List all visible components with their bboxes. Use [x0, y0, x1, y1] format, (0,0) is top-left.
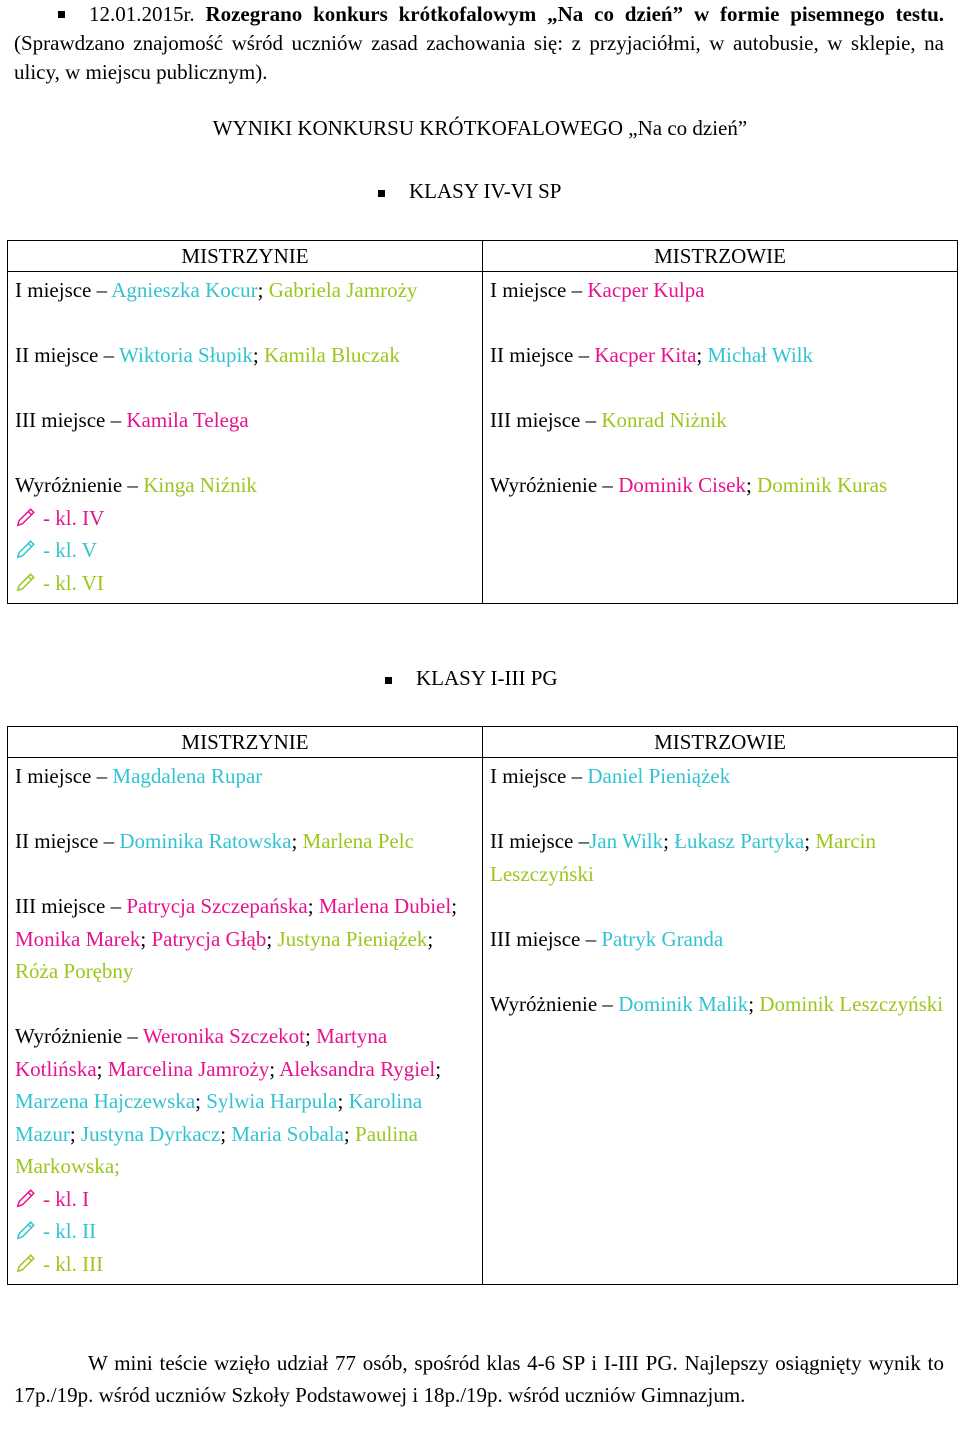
intro-rest: (Sprawdzano znajomość wśród uczniów zasad zachowania się: z przyjaciółmi, w autobusie, w sklepie, na ulicy, w miejscu publicznym). — [14, 31, 944, 84]
winner-name: Gabriela Jamroży — [268, 278, 418, 302]
winner-name: Kamila Telega — [126, 408, 249, 432]
section-heading-pg-label: KLASY I-III PG — [416, 666, 558, 690]
pencil-icon — [15, 1252, 37, 1274]
distinction-girls: Wyróżnienie – Weronika Szczekot; Martyna Kotlińska; Marcelina Jamroży; Aleksandra Rygiel; Marzena Hajczewska; Sylwia Harpula; Karolina Mazur; Justyna Dyrkacz; Maria Sobala; Paulina Markowska; — [15, 1024, 442, 1178]
legend-item: - kl. VI — [15, 567, 476, 600]
page-title: WYNIKI KONKURSU KRÓTKOFALOWEGO „Na co dzień” — [212, 116, 748, 140]
winner-name: Marlena Pelc — [302, 829, 414, 853]
winner-name: Kamila Bluczak — [264, 343, 400, 367]
place-1-girls: I miejsce – Magdalena Rupar — [15, 764, 263, 788]
place-2-boys: II miejsce –Jan Wilk; Łukasz Partyka; Marcin Leszczyński — [490, 829, 877, 886]
girls-cell — [8, 272, 483, 604]
boys-cell — [483, 272, 958, 604]
winner-name: Kacper Kita — [594, 343, 697, 367]
intro-paragraph — [14, 0, 944, 87]
winner-name: Dominika Ratowska — [119, 829, 292, 853]
place-1-girls: I miejsce – Agnieszka Kocur; Gabriela Jamroży — [15, 278, 418, 302]
winner-name: Dominik Malik — [618, 991, 749, 1016]
intro-bold: Rozegrano konkurs krótkofalowym „Na co dzień” w formie pisemnego testu. — [205, 2, 944, 26]
section-heading-sp — [378, 177, 561, 205]
pencil-icon — [15, 538, 37, 560]
summary-paragraph — [14, 1347, 944, 1411]
intro-date: 12.01.2015r. — [89, 2, 195, 26]
winner-name: Dominik Cisek — [618, 473, 746, 497]
place-2-girls: II miejsce – Dominika Ratowska; Marlena Pelc — [15, 829, 414, 853]
distinction-boys: Wyróżnienie – Dominik Cisek; Dominik Kuras — [490, 473, 888, 497]
boys-cell — [483, 758, 958, 1285]
girls-cell — [8, 758, 483, 1285]
header-girls: MISTRZYNIE — [8, 727, 483, 758]
winner-name: Michał Wilk — [707, 343, 814, 367]
section-heading-pg — [385, 664, 558, 692]
place-3-girls: III miejsce – Patrycja Szczepańska; Marlena Dubiel; Monika Marek; Patrycja Głąb; Justyna Pieniążek; Róża Porębny — [15, 894, 458, 983]
winner-name: Dominik Leszczyński — [759, 991, 944, 1016]
pencil-icon — [15, 571, 37, 593]
legend-item: - kl. IV — [15, 502, 476, 535]
place-1-boys: I miejsce – Daniel Pieniążek — [490, 764, 731, 788]
bullet-icon — [58, 11, 65, 18]
place-3-boys: III miejsce – Konrad Niżnik — [490, 408, 727, 432]
header-boys: MISTRZOWIE — [483, 727, 958, 758]
winner-name: Magdalena Rupar — [112, 764, 263, 788]
results-table-sp — [7, 240, 958, 604]
winner-name: Patryk Granda — [601, 926, 724, 951]
pencil-icon — [15, 506, 37, 528]
results-table-pg — [7, 726, 958, 1285]
place-2-girls: II miejsce – Wiktoria Słupik; Kamila Bluczak — [15, 343, 400, 367]
winner-name: Agnieszka Kocur — [111, 278, 258, 302]
place-3-girls: III miejsce – Kamila Telega — [15, 408, 249, 432]
legend-item: - kl. I — [15, 1183, 476, 1216]
winner-name: Daniel Pieniążek — [587, 764, 731, 788]
distinction-boys: Wyróżnienie – Dominik Malik; Dominik Leszczyński — [490, 991, 944, 1016]
pencil-icon — [15, 1187, 37, 1209]
header-girls: MISTRZYNIE — [8, 241, 483, 272]
winner-name: Dominik Kuras — [757, 473, 888, 497]
bullet-icon — [385, 677, 392, 684]
distinction-girls: Wyróżnienie – Kinga Niźnik — [15, 473, 257, 497]
winner-name: Wiktoria Słupik — [119, 343, 253, 367]
place-2-boys: II miejsce – Kacper Kita; Michał Wilk — [490, 343, 814, 367]
header-boys: MISTRZOWIE — [483, 241, 958, 272]
legend-item: - kl. V — [15, 534, 476, 567]
winner-name: Kinga Niźnik — [143, 473, 257, 497]
place-3-boys: III miejsce – Patryk Granda — [490, 926, 724, 951]
summary-text: W mini teście wzięło udział 77 osób, spośród klas 4-6 SP i I-III PG. Najlepszy osiągnięty wynik to 17p./19p. wśród uczniów Szkoły Podstawowej i 18p./19p. wśród uczniów Gimnazjum. — [14, 1351, 944, 1407]
winner-name: Kacper Kulpa — [587, 278, 705, 302]
winner-name: Konrad Niżnik — [601, 408, 727, 432]
legend-item: - kl. II — [15, 1215, 476, 1248]
section-heading-sp-label: KLASY IV-VI SP — [409, 179, 562, 203]
pencil-icon — [15, 1219, 37, 1241]
place-1-boys: I miejsce – Kacper Kulpa — [490, 278, 705, 302]
legend-item: - kl. III — [15, 1248, 476, 1281]
bullet-icon — [378, 190, 385, 197]
